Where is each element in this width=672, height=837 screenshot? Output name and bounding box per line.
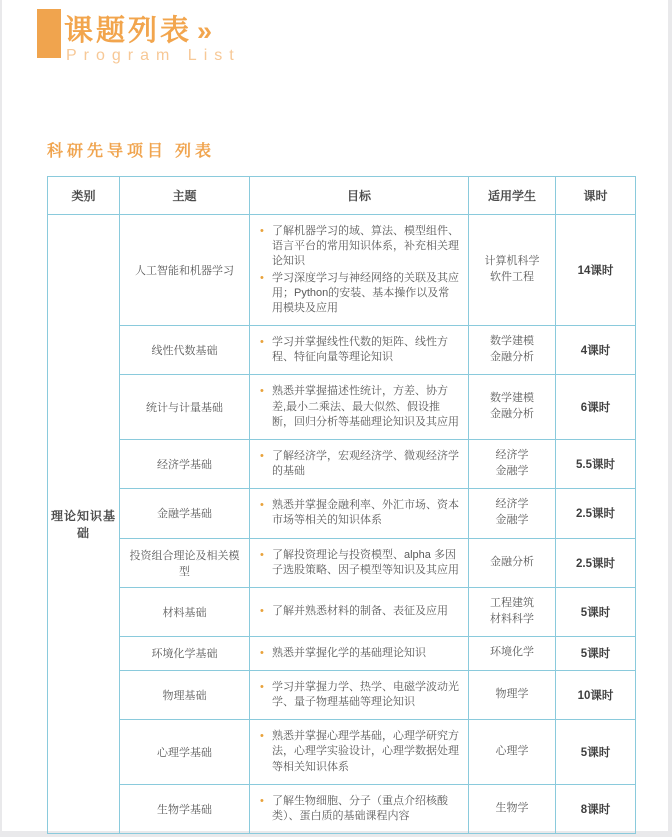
students-cell [469,670,556,719]
goal-item: • 了解机器学习的域、算法、模型组件、语言平台的常用知识体系，补充相关理论知识 [260,224,460,270]
goal-cell [250,538,469,587]
column-header: 适用学生 [469,177,556,215]
students-line: 金融分析 [490,351,534,364]
students-line: 计算机科学 [484,255,540,268]
table-row [48,375,636,440]
section-title [47,138,668,161]
students-line: 环境化学 [490,646,534,659]
table-row [48,538,636,587]
column-header: 课时 [556,177,636,215]
students-cell [469,784,556,833]
goal-item: • 了解经济学，宏观经济学、微观经济学的基础 [260,449,460,479]
topic-cell: 材料基础 [120,587,250,636]
goal-item: • 学习并掌握线性代数的矩阵、线性方程、特征向量等理论知识 [260,335,460,365]
topic-cell: 环境化学基础 [120,636,250,670]
topic-cell: 经济学基础 [120,439,250,488]
document-page [2,0,668,831]
students-line: 工程建筑 [490,596,534,609]
students-line: 金融学 [495,514,529,527]
topic-cell: 统计与计量基础 [120,375,250,440]
goal-list [260,794,460,824]
page-subtitle: Program List [66,47,241,64]
students-line: 数学建模 [490,335,534,348]
goal-item: • 熟悉并掌握描述性统计，方差、协方差,最小二乘法、最大似然、假设推断，回归分析等基础理论知识及其应用 [260,384,460,430]
goal-item: • 学习深度学习与神经网络的关联及其应用；Python的安装、基本操作以及常用模块及应用 [260,271,460,317]
topic-cell: 物理基础 [120,670,250,719]
goal-item: • 熟悉并掌握金融利率、外汇市场、资本市场等相关的知识体系 [260,498,460,528]
banner-title [64,8,212,49]
goal-list [260,498,460,528]
students-line: 经济学 [495,498,529,511]
hours-cell: 4课时 [556,326,636,375]
page-banner [2,0,668,92]
goal-list [260,449,460,479]
students-cell [469,375,556,440]
topic-cell: 人工智能和机器学习 [120,215,250,326]
hours-cell: 5课时 [556,587,636,636]
students-line: 心理学 [495,745,529,758]
goal-item: • 了解并熟悉材料的制备、表征及应用 [260,604,460,619]
students-line: 经济学 [495,449,529,462]
goal-cell [250,326,469,375]
table-header-row [48,177,636,215]
double-chevron-icon: » [197,16,213,46]
goal-list [260,335,460,365]
students-cell [469,587,556,636]
page-title: 课题列表 [64,15,193,47]
hours-cell: 5课时 [556,720,636,785]
students-cell [469,215,556,326]
students-cell [469,439,556,488]
students-cell [469,636,556,670]
goal-cell [250,439,469,488]
hours-cell: 5.5课时 [556,439,636,488]
students-line: 金融分析 [490,555,534,568]
goal-cell [250,215,469,326]
topic-cell: 金融学基础 [120,489,250,538]
hours-cell: 6课时 [556,375,636,440]
category-cell: 理论知识基础 [48,215,120,834]
column-header: 主题 [120,177,250,215]
goal-list [260,224,460,316]
topic-cell: 生物学基础 [120,784,250,833]
table-row [48,784,636,833]
students-line: 材料科学 [490,612,534,625]
students-line: 软件工程 [490,271,534,284]
hours-cell: 10课时 [556,670,636,719]
column-header: 类别 [48,177,120,215]
column-header: 目标 [250,177,469,215]
students-cell [469,538,556,587]
goal-cell [250,784,469,833]
table-row [48,439,636,488]
table-row [48,326,636,375]
students-cell [469,489,556,538]
goal-cell [250,636,469,670]
students-line: 金融分析 [490,408,534,421]
goal-cell [250,489,469,538]
hours-cell: 8课时 [556,784,636,833]
goal-item: • 学习并掌握力学、热学、电磁学波动光学、量子物理基础等理论知识 [260,680,460,710]
table-row [48,670,636,719]
goal-cell [250,670,469,719]
students-line: 数学建模 [490,392,534,405]
table-body [48,215,636,834]
goal-list [260,384,460,430]
goal-list [260,548,460,578]
students-cell [469,720,556,785]
table-row [48,489,636,538]
students-line: 金融学 [495,465,529,478]
goal-item: • 熟悉并掌握化学的基础理论知识 [260,646,460,661]
goal-list [260,646,460,661]
topic-cell: 线性代数基础 [120,326,250,375]
goal-item: • 熟悉并掌握心理学基础，心理学研究方法，心理学实验设计，心理学数据处理等相关知识体系 [260,729,460,775]
table-row [48,587,636,636]
students-cell [469,326,556,375]
hours-cell: 2.5课时 [556,489,636,538]
goal-list [260,680,460,710]
banner-accent-block [37,9,61,58]
students-line: 生物学 [495,802,529,815]
program-table [47,176,636,834]
goal-item: • 了解生物细胞、分子（重点介绍核酸类）、蛋白质的基础课程内容 [260,794,460,824]
topic-cell: 投资组合理论及相关模型 [120,538,250,587]
students-line: 物理学 [495,688,529,701]
goal-item: • 了解投资理论与投资模型、alpha 多因子选股策略、因子模型等知识及其应用 [260,548,460,578]
goal-cell [250,375,469,440]
goal-cell [250,587,469,636]
section-title-main: 科研先导项目 [47,143,168,160]
topic-cell: 心理学基础 [120,720,250,785]
hours-cell: 14课时 [556,215,636,326]
section-title-suffix: 列表 [175,143,216,160]
table-row [48,215,636,326]
table-row [48,720,636,785]
hours-cell: 2.5课时 [556,538,636,587]
goal-cell [250,720,469,785]
table-row [48,636,636,670]
goal-list [260,604,460,619]
goal-list [260,729,460,775]
hours-cell: 5课时 [556,636,636,670]
